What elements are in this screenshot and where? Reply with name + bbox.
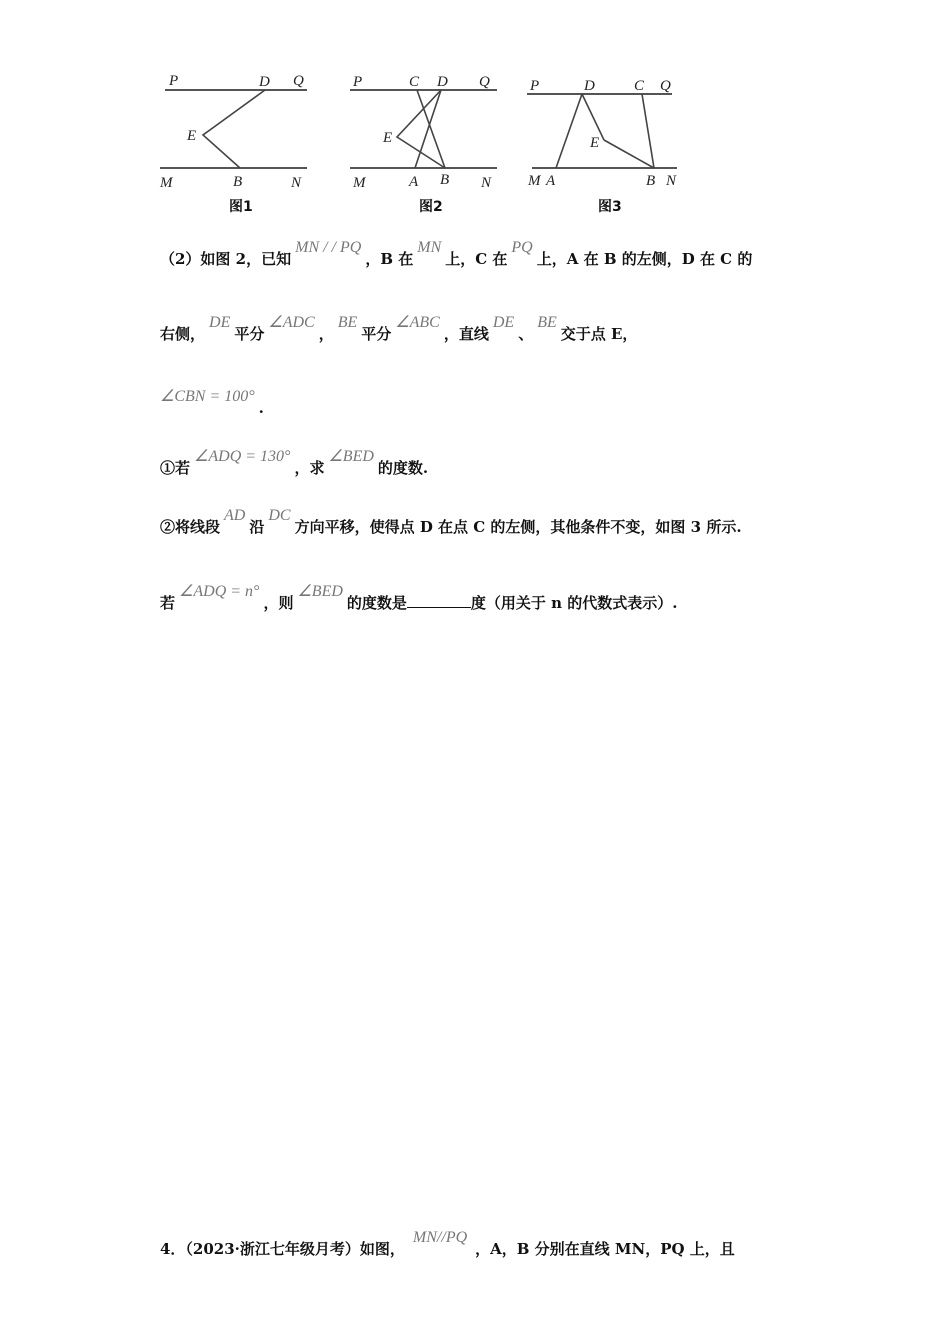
- label-M: M: [160, 175, 173, 191]
- q2-text: （2）如图 2，已知: [160, 250, 292, 268]
- figure-3: [522, 60, 687, 215]
- figure-2-drawing: [345, 60, 505, 195]
- math-expression: AD: [224, 507, 246, 524]
- label-E: E: [187, 128, 197, 144]
- math-expression: ∠ADQ = 130°: [194, 448, 291, 465]
- figure-2-caption: 图2: [419, 199, 443, 215]
- math-expression: MN / / PQ: [295, 239, 362, 256]
- q2-sub-1: [160, 448, 429, 478]
- q2-text: ，则: [263, 594, 294, 612]
- label-C: C: [409, 74, 420, 90]
- math-expression: ∠BED: [328, 448, 374, 465]
- q2-line-6: [160, 583, 678, 613]
- q2-text: 方向平移，使得点 D 在点 C 的左侧，其他条件不变，如图 3 所示.: [294, 518, 742, 536]
- label-B: B: [646, 173, 656, 189]
- q4-line-1: [160, 1229, 735, 1259]
- figure-1-drawing: [155, 60, 315, 195]
- figure-3-caption: 图3: [598, 199, 622, 215]
- answer-blank[interactable]: [407, 593, 471, 608]
- math-expression: DE: [209, 314, 231, 331]
- math-expression: DC: [268, 507, 291, 524]
- q2-text: ，求: [294, 459, 325, 477]
- q2-text: 平分: [361, 325, 392, 343]
- label-N: N: [481, 175, 492, 191]
- q2-text: 平分: [234, 325, 265, 343]
- q4-text: ，A，B 分别在直线 MN，PQ 上，且: [475, 1240, 735, 1258]
- label-Q: Q: [660, 78, 671, 94]
- q2-line-3: [160, 388, 264, 418]
- q4-text: 4．（2023·浙江七年级月考）如图，: [160, 1240, 405, 1258]
- label-P: P: [169, 73, 179, 89]
- q2-text: ，B 在: [365, 250, 414, 268]
- label-C: C: [634, 78, 645, 94]
- math-expression: MN: [417, 239, 442, 256]
- q2-text: 上，C 在: [445, 250, 508, 268]
- math-expression: ∠ABC: [395, 314, 440, 331]
- label-A: A: [409, 174, 419, 190]
- figure-2: [345, 60, 505, 215]
- label-P: P: [353, 74, 363, 90]
- q2-text: 右侧，: [160, 325, 206, 343]
- q2-text: 交于点 E，: [560, 325, 638, 343]
- math-expression: ∠ADC: [268, 314, 315, 331]
- q2-text: 若: [160, 594, 176, 612]
- q2-text: ，直线: [443, 325, 489, 343]
- q2-text: 度（用关于 n 的代数式表示）.: [470, 594, 678, 612]
- q2-text: 上，A 在 B 的左侧，D 在 C 的: [536, 250, 753, 268]
- math-expression: PQ: [511, 239, 533, 256]
- math-expression: ∠CBN = 100°: [160, 388, 255, 405]
- label-A: A: [546, 173, 556, 189]
- label-N: N: [291, 175, 302, 191]
- math-expression: MN//PQ: [412, 1229, 468, 1246]
- math-expression: BE: [537, 314, 557, 331]
- q2-text: 、: [518, 325, 534, 343]
- q2-text: 的度数是: [346, 594, 407, 612]
- q2-text: 的度数.: [377, 459, 429, 477]
- label-D: D: [259, 74, 270, 90]
- figure-1: [155, 60, 315, 215]
- q2-text: ①若: [160, 459, 191, 477]
- label-M: M: [528, 173, 541, 189]
- math-expression: BE: [337, 314, 358, 331]
- label-B: B: [233, 174, 243, 190]
- q2-text: 沿: [249, 518, 265, 536]
- label-D: D: [584, 78, 595, 94]
- label-E: E: [383, 130, 393, 146]
- q2-sub-2: [160, 507, 742, 537]
- figure-1-caption: 图1: [229, 199, 253, 215]
- label-N: N: [666, 173, 677, 189]
- math-expression: ∠ADQ = n°: [179, 583, 260, 600]
- label-M: M: [353, 175, 366, 191]
- q2-text: .: [258, 399, 264, 417]
- label-D: D: [437, 74, 448, 90]
- q2-text: ②将线段: [160, 518, 221, 536]
- math-expression: DE: [492, 314, 515, 331]
- q2-line-2: [160, 314, 638, 344]
- label-Q: Q: [479, 74, 490, 90]
- label-B: B: [440, 172, 450, 188]
- figure-3-drawing: [522, 60, 687, 195]
- math-expression: ∠BED: [297, 583, 343, 600]
- q2-line-1: [160, 239, 753, 269]
- label-Q: Q: [293, 73, 304, 89]
- label-E: E: [590, 135, 600, 151]
- q2-text: ，: [318, 325, 334, 343]
- label-P: P: [530, 78, 540, 94]
